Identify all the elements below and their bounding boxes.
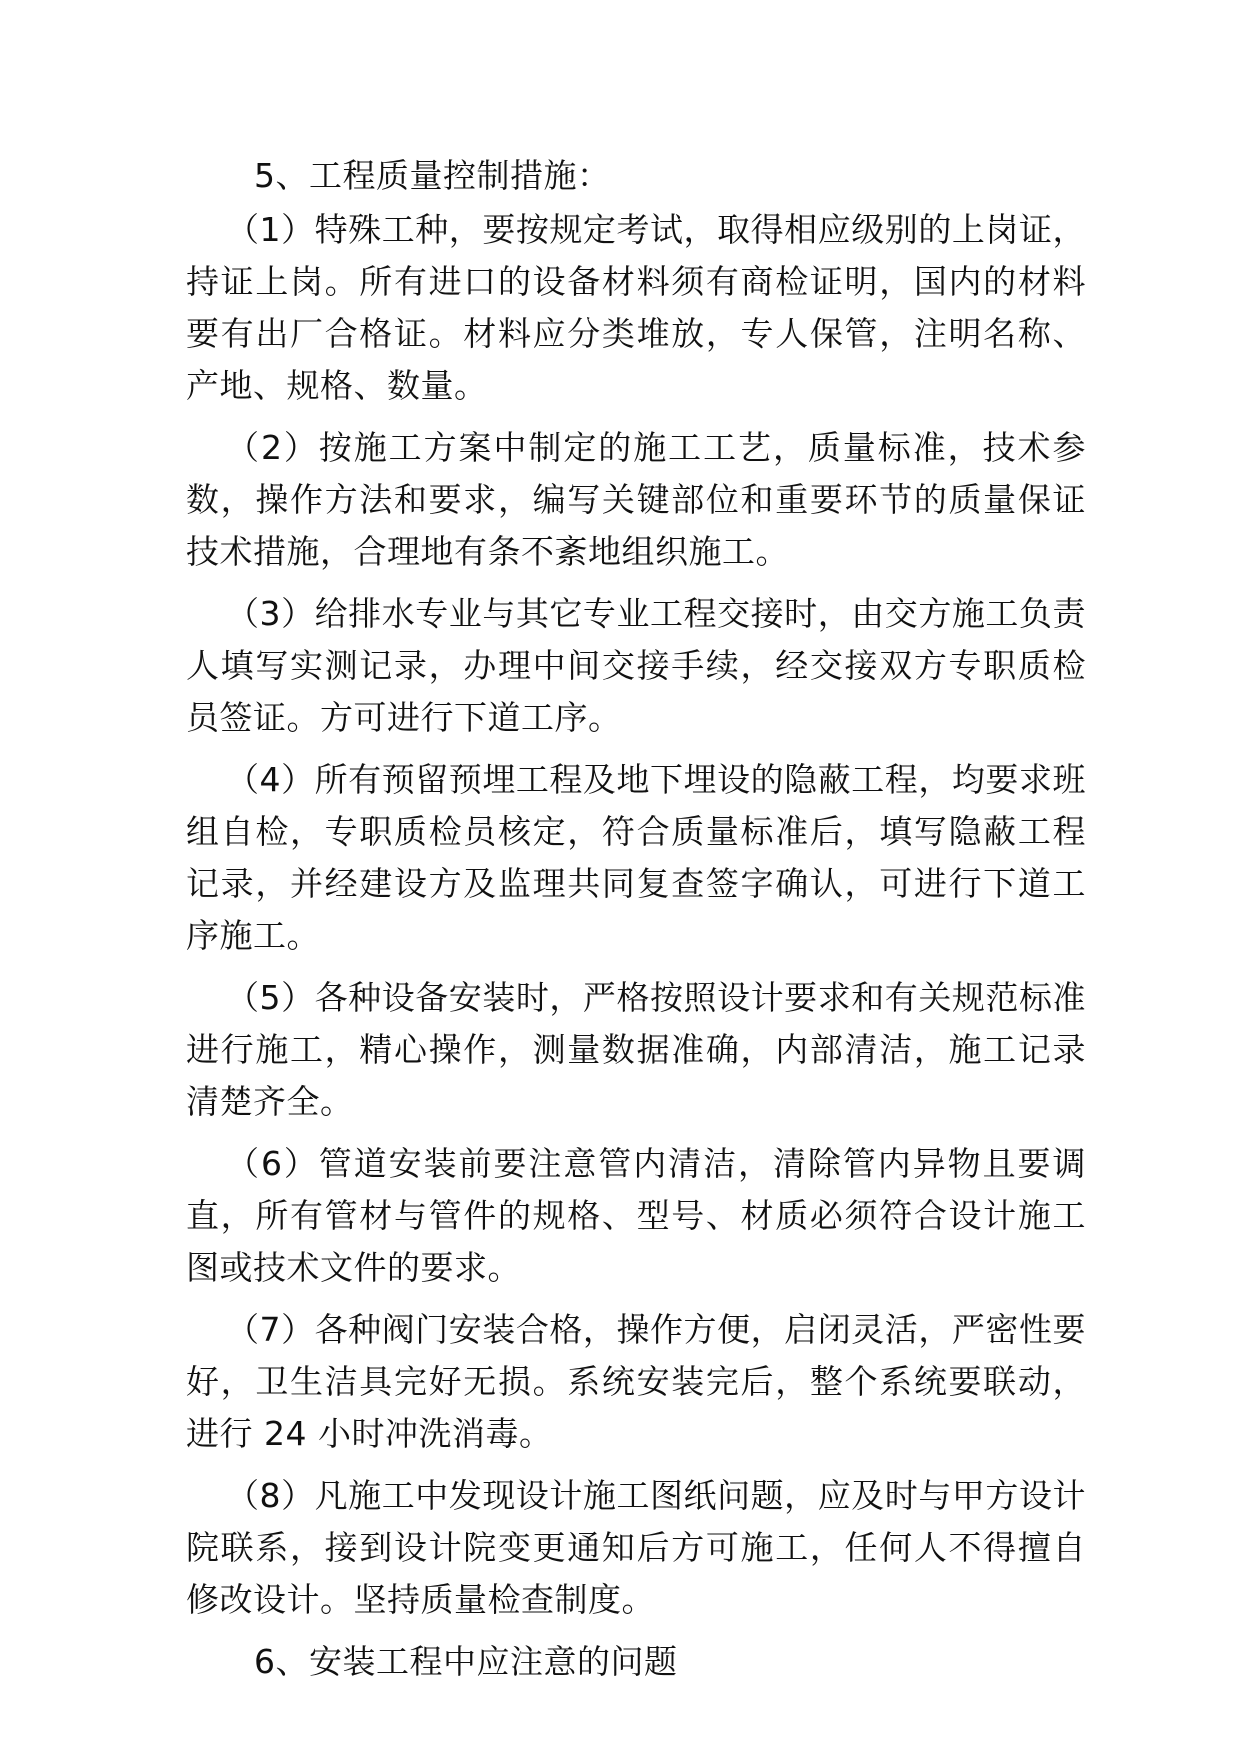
paragraph-4: （4）所有预留预埋工程及地下埋设的隐蔽工程，均要求班组自检，专职质检员核定，符合质量标准后，填写隐蔽工程记录，并经建设方及监理共同复查签字确认，可进行下道工序施工。 [186, 760, 1086, 955]
paragraph-6: （6）管道安装前要注意管内清洁，清除管内异物且要调直，所有管材与管件的规格、型号、材质必须符合设计施工图或技术文件的要求。 [186, 1144, 1086, 1287]
paragraph-2: （2）按施工方案中制定的施工工艺，质量标准，技术参数，操作方法和要求，编写关键部位和重要环节的质量保证技术措施，合理地有条不紊地组织施工。 [186, 428, 1086, 571]
section-heading-5: 5、工程质量控制措施： [254, 156, 611, 195]
paragraph-3: （3）给排水专业与其它专业工程交接时，由交方施工负责人填写实测记录，办理中间交接手续，经交接双方专职质检员签证。方可进行下道工序。 [186, 594, 1086, 737]
paragraph-7: （7）各种阀门安装合格，操作方便，启闭灵活，严密性要好，卫生洁具完好无损。系统安装完后，整个系统要联动，进行 24 小时冲洗消毒。 [186, 1310, 1086, 1453]
section-heading-6: 6、安装工程中应注意的问题 [254, 1642, 678, 1681]
paragraph-5: （5）各种设备安装时，严格按照设计要求和有关规范标准进行施工，精心操作，测量数据准确，内部清洁，施工记录清楚齐全。 [186, 978, 1086, 1121]
paragraph-8: （8）凡施工中发现设计施工图纸问题，应及时与甲方设计院联系，接到设计院变更通知后方可施工，任何人不得擅自修改设计。坚持质量检查制度。 [186, 1476, 1086, 1619]
document-body [186, 150, 1086, 1688]
paragraph-1: （1）特殊工种，要按规定考试，取得相应级别的上岗证，持证上岗。所有进口的设备材料须有商检证明，国内的材料要有出厂合格证。材料应分类堆放，专人保管，注明名称、产地、规格、数量。 [186, 210, 1086, 405]
